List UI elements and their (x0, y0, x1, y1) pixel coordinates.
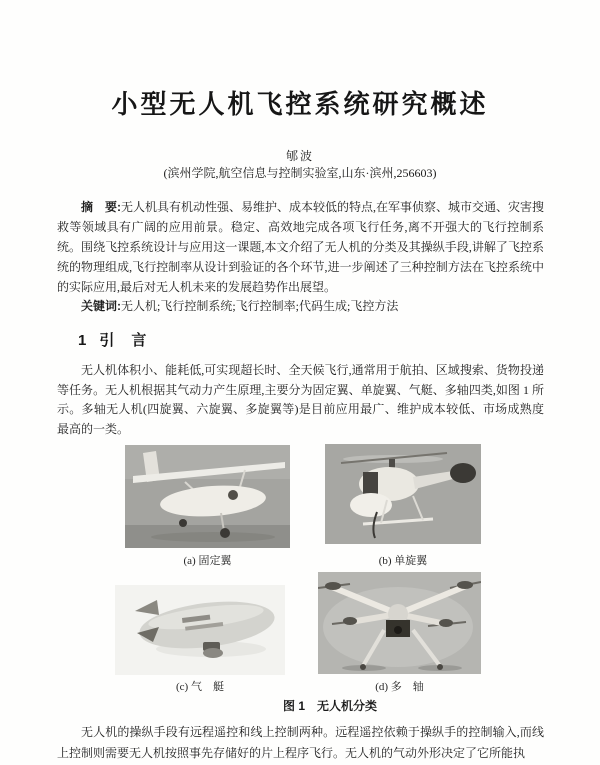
abstract-text: 无人机具有机动性强、易维护、成本较低的特点,在军事侦察、城市交通、灾害搜救等领域具有广阔的应用前景。稳定、高效地完成各项飞行任务,离不开强大的飞行控制系统。围绕飞控系统设计与应用这一课题,本文介绍了无人机的分类及其操纵手段,讲解了飞控系统的物理组成,飞行控制率从设计到验证的各个环节,进一步阐述了三种控制方法在飞控系统中的实际应用,最后对无人机未来的发展趋势作出展望。 (57, 200, 545, 294)
subfigure-c-label: (c) 气 艇 (176, 681, 224, 693)
intro-paragraph-2: 无人机的操纵手段有远程遥控和线上控制两种。远程遥控依赖于操纵手的控制输入,而线上控制则需要无人机按照事先存储好的片上程序飞行。无人机的气动外形决定了它所能执 (57, 725, 544, 760)
paper-affiliation: (滨州学院,航空信息与控制实验室,山东·滨州,256603) (163, 166, 437, 180)
subfigure-d-label: (d) 多 轴 (375, 681, 424, 693)
subfigure-b-label: (b) 单旋翼 (378, 555, 428, 567)
multirotor-illustration (318, 572, 481, 674)
keywords-line (57, 296, 544, 316)
fixed-wing-illustration (125, 445, 290, 548)
airship-photo (115, 585, 285, 675)
subfigure-a-label: (a) 固定翼 (183, 555, 232, 567)
multirotor-uav-photo (318, 572, 481, 674)
paper-title: 小型无人机飞控系统研究概述 (111, 89, 489, 119)
abstract-label: 摘 要: (81, 200, 121, 214)
figure-1-caption: 图 1 无人机分类 (282, 699, 377, 713)
abstract-paragraph (57, 197, 544, 297)
section-1-number: 1 (78, 332, 88, 349)
fixed-wing-uav-photo (125, 445, 290, 548)
keywords-text: 无人机;飞行控制系统;飞行控制率;代码生成;飞控方法 (121, 299, 399, 313)
single-rotor-helicopter-photo (325, 444, 481, 544)
helicopter-illustration (325, 444, 481, 544)
paper-author: 郇波 (285, 149, 314, 163)
airship-illustration (115, 585, 285, 675)
keywords-label: 关键词: (81, 299, 121, 313)
section-1-title: 引 言 (99, 332, 148, 349)
section-1-heading (78, 329, 147, 350)
intro-paragraph-1: 无人机体积小、能耗低,可实现超长时、全天候飞行,通常用于航拍、区域搜索、货物投递等任务。无人机根据其气动力产生原理,主要分为固定翼、单旋翼、气艇、多轴四类,如图 1 所示。多轴无人机(四旋翼、六旋翼、多旋翼等)是目前应用最广、维护成本较低、市场成熟度最高的一类。 (57, 363, 544, 436)
